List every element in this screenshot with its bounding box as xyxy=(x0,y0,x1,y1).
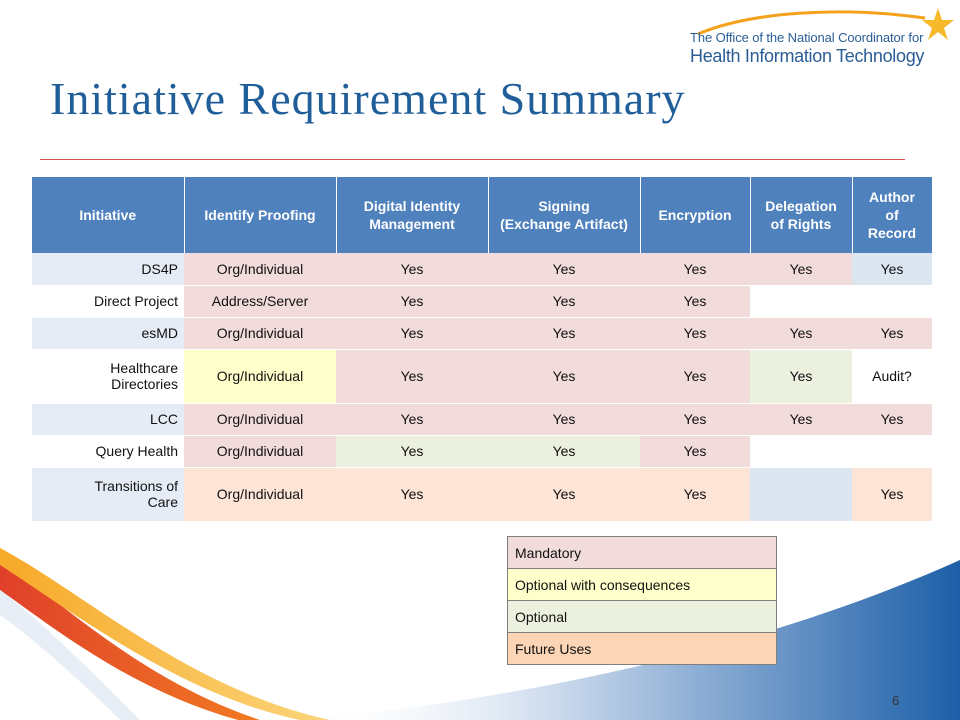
table-row xyxy=(32,403,932,435)
cell-digital-identity: Yes xyxy=(336,253,488,285)
cell-proofing: Org/Individual xyxy=(184,403,336,435)
cell-delegation xyxy=(750,285,852,317)
cell-signing: Yes xyxy=(488,403,640,435)
cell-proofing: Org/Individual xyxy=(184,317,336,349)
header-author-line2: of xyxy=(885,206,899,223)
cell-delegation: Yes xyxy=(750,403,852,435)
cell-signing: Yes xyxy=(488,253,640,285)
header-author-of-record xyxy=(852,177,932,253)
header-encryption: Encryption xyxy=(640,177,750,253)
cell-author: Audit? xyxy=(852,349,932,403)
cell-digital-identity: Yes xyxy=(336,349,488,403)
header-delegation-line2: of Rights xyxy=(770,216,832,232)
title-divider xyxy=(40,159,905,160)
header-author-line3: Record xyxy=(867,225,917,242)
table-row xyxy=(32,435,932,467)
cell-delegation xyxy=(750,467,852,521)
page-title: Initiative Requirement Summary xyxy=(50,73,686,124)
legend-item xyxy=(508,537,777,569)
header-author-line1: Author xyxy=(869,188,915,205)
header-initiative: Initiative xyxy=(32,177,184,253)
cell-encryption: Yes xyxy=(640,435,750,467)
cell-initiative-line2: Care xyxy=(147,494,178,510)
cell-encryption: Yes xyxy=(640,349,750,403)
cell-delegation: Yes xyxy=(750,253,852,285)
cell-signing: Yes xyxy=(488,317,640,349)
cell-initiative: Direct Project xyxy=(32,285,184,317)
header-identify-proofing: Identify Proofing xyxy=(184,177,336,253)
cell-proofing: Address/Server xyxy=(184,285,336,317)
requirements-table xyxy=(32,177,933,522)
cell-proofing: Org/Individual xyxy=(184,467,336,521)
onc-logo xyxy=(690,4,956,70)
cell-initiative: esMD xyxy=(32,317,184,349)
legend-item xyxy=(508,569,777,601)
table-row xyxy=(32,253,932,285)
cell-digital-identity: Yes xyxy=(336,317,488,349)
logo-text-line1: The Office of the National Coordinator for xyxy=(690,30,924,45)
cell-signing: Yes xyxy=(488,349,640,403)
cell-encryption: Yes xyxy=(640,253,750,285)
cell-author: Yes xyxy=(852,253,932,285)
cell-initiative xyxy=(32,349,184,403)
cell-signing: Yes xyxy=(488,435,640,467)
legend-item xyxy=(508,601,777,633)
cell-delegation: Yes xyxy=(750,317,852,349)
cell-delegation xyxy=(750,435,852,467)
cell-delegation: Yes xyxy=(750,349,852,403)
cell-encryption: Yes xyxy=(640,317,750,349)
header-digital-identity-line1: Digital Identity xyxy=(363,197,461,214)
cell-proofing: Org/Individual xyxy=(184,253,336,285)
cell-author: Yes xyxy=(852,467,932,521)
cell-digital-identity: Yes xyxy=(336,285,488,317)
legend-mandatory: Mandatory xyxy=(508,537,777,569)
table-row xyxy=(32,285,932,317)
table-row xyxy=(32,349,932,403)
cell-initiative-line1: Healthcare xyxy=(110,360,178,376)
table-header-row xyxy=(32,177,932,253)
legend-future-uses: Future Uses xyxy=(508,633,777,665)
cell-encryption: Yes xyxy=(640,467,750,521)
header-delegation-line1: Delegation xyxy=(765,197,837,214)
cell-author xyxy=(852,285,932,317)
legend-optional: Optional xyxy=(508,601,777,633)
header-digital-identity-line2: Management xyxy=(369,216,455,232)
cell-encryption: Yes xyxy=(640,403,750,435)
cell-initiative-line1: Transitions of xyxy=(94,478,178,494)
header-digital-identity xyxy=(336,177,488,253)
page-number: 6 xyxy=(892,693,900,708)
cell-signing: Yes xyxy=(488,467,640,521)
color-legend xyxy=(507,536,777,665)
cell-initiative xyxy=(32,467,184,521)
cell-author: Yes xyxy=(852,403,932,435)
legend-optional-with-consequences: Optional with consequences xyxy=(508,569,777,601)
cell-author xyxy=(852,435,932,467)
cell-digital-identity: Yes xyxy=(336,467,488,521)
header-signing-line2: (Exchange Artifact) xyxy=(500,216,628,232)
cell-proofing: Org/Individual xyxy=(184,435,336,467)
logo-text-line2: Health Information Technology xyxy=(690,46,925,66)
cell-encryption: Yes xyxy=(640,285,750,317)
cell-proofing: Org/Individual xyxy=(184,349,336,403)
cell-digital-identity: Yes xyxy=(336,435,488,467)
header-delegation xyxy=(750,177,852,253)
cell-signing: Yes xyxy=(488,285,640,317)
cell-initiative: LCC xyxy=(32,403,184,435)
header-signing-line1: Signing xyxy=(538,197,590,214)
cell-author: Yes xyxy=(852,317,932,349)
table-row xyxy=(32,317,932,349)
table-row xyxy=(32,467,932,521)
cell-digital-identity: Yes xyxy=(336,403,488,435)
header-signing xyxy=(488,177,640,253)
legend-item xyxy=(508,633,777,665)
cell-initiative-line2: Directories xyxy=(111,376,178,392)
cell-initiative: Query Health xyxy=(32,435,184,467)
cell-initiative: DS4P xyxy=(32,253,184,285)
